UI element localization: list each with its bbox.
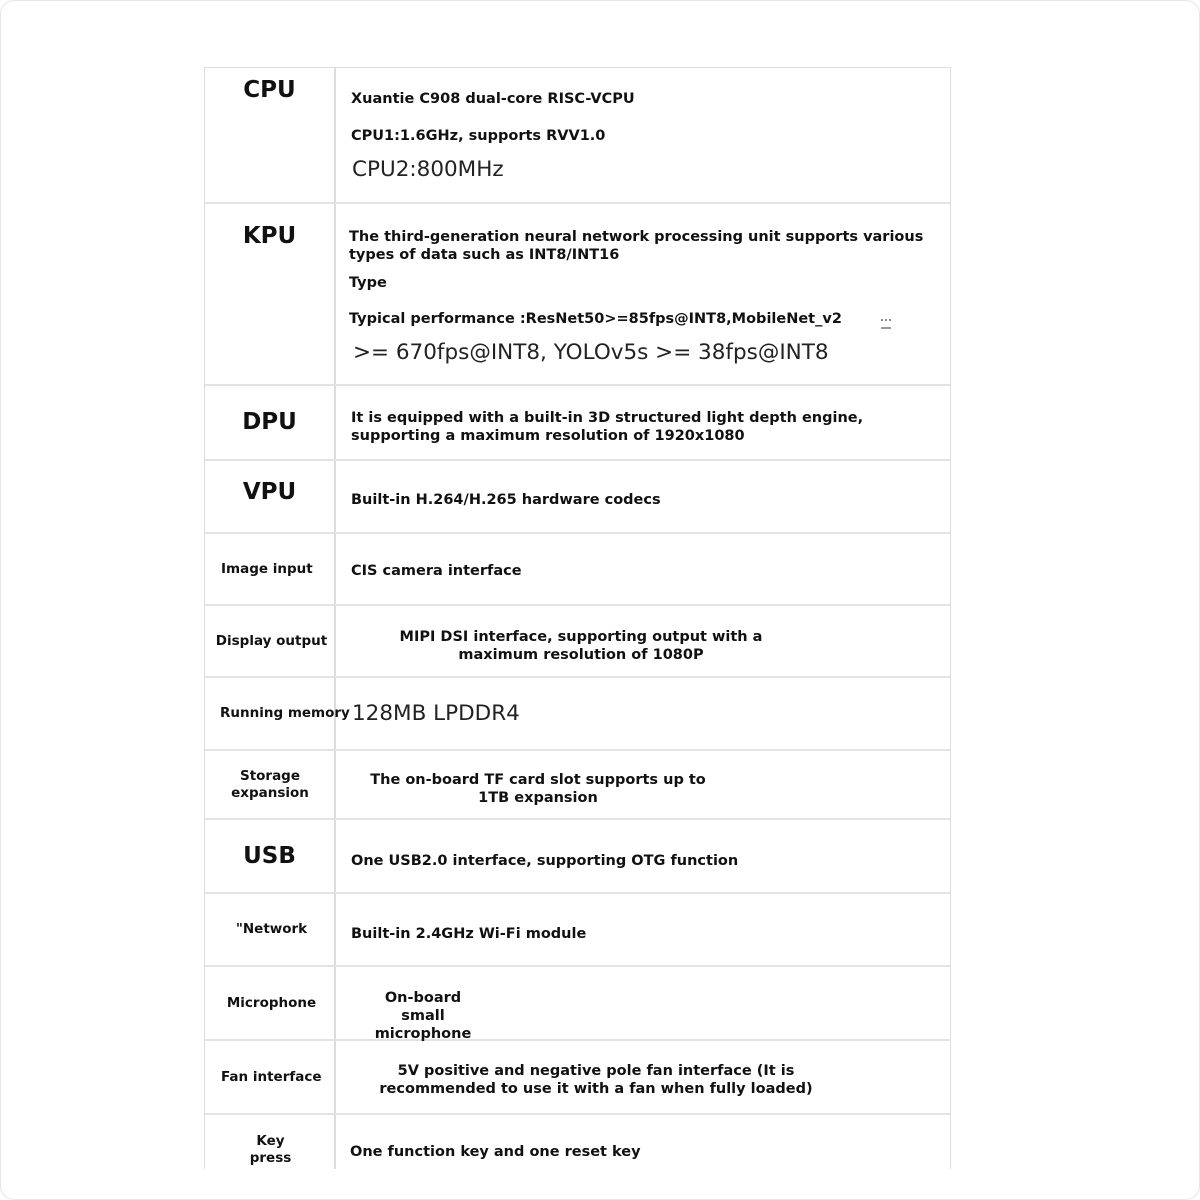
dpu-value: It is equipped with a built-in 3D structured light depth engine, supporting a maximum resolution of 1920x1080 [351, 410, 864, 444]
spec-label-key: Key press [249, 1133, 292, 1166]
spec-label-running-memory: Running memory [220, 705, 350, 721]
spec-label-cpu: CPU [243, 77, 296, 103]
cpu-line-1: Xuantie C908 dual-core RISC-VCPU [351, 91, 635, 107]
spec-row-storage [205, 751, 950, 820]
storage-value: The on-board TF card slot supports up to 1TB expansion [370, 772, 706, 806]
spec-row-network [205, 894, 950, 967]
spec-label-microphone: Microphone [226, 994, 317, 1011]
spec-row-running-memory [205, 678, 950, 751]
spec-row-vpu [205, 461, 950, 534]
key-value: One function key and one reset key [350, 1144, 641, 1160]
spec-row-microphone [205, 967, 950, 1041]
spec-label-dpu: DPU [242, 409, 297, 435]
spec-label-fan: Fan interface [221, 1068, 322, 1085]
spec-row-usb [205, 820, 950, 894]
spec-label-vpu: VPU [242, 479, 297, 505]
spec-row-image-input [205, 534, 950, 606]
cpu-line-3: CPU2:800MHz [352, 157, 504, 182]
spec-row-cpu [205, 68, 950, 204]
scan-smudge-mark [881, 319, 891, 329]
spec-label-usb: USB [243, 842, 296, 869]
running-memory-value: 128MB LPDDR4 [352, 701, 520, 726]
spec-label-image-input: Image input [221, 560, 313, 577]
spec-label-network: "Network [235, 921, 308, 937]
usb-value: One USB2.0 interface, supporting OTG function [351, 853, 739, 869]
spec-row-display-output [205, 606, 950, 678]
spec-label-storage: Storage expansion [231, 767, 309, 801]
kpu-line-4: >= 670fps@INT8, YOLOv5s >= 38fps@INT8 [353, 340, 829, 365]
image-input-value: CIS camera interface [351, 563, 522, 579]
microphone-value: On-board small microphone [374, 990, 472, 1042]
spec-label-display-output: Display output [215, 632, 328, 649]
kpu-line-1: The third-generation neural network processing unit supports various types of data such as INT8/INT16 [349, 229, 924, 263]
network-value: Built-in 2.4GHz Wi-Fi module [351, 926, 587, 942]
spec-row-dpu [205, 386, 950, 461]
spec-row-key [205, 1115, 950, 1169]
kpu-line-2: Type [349, 275, 387, 291]
fan-value: 5V positive and negative pole fan interface (It is recommended to use it with a fan when fully loaded) [379, 1063, 813, 1097]
vpu-value: Built-in H.264/H.265 hardware codecs [351, 492, 661, 508]
kpu-line-3: Typical performance :ResNet50>=85fps@INT8,MobileNet_v2 [349, 311, 842, 327]
display-output-value: MIPI DSI interface, supporting output with a maximum resolution of 1080P [399, 629, 763, 663]
spec-label-kpu: KPU [242, 223, 297, 249]
spec-row-fan [205, 1041, 950, 1115]
spec-row-kpu [205, 204, 950, 386]
cpu-line-2: CPU1:1.6GHz, supports RVV1.0 [351, 128, 606, 144]
spec-table [204, 67, 951, 1169]
